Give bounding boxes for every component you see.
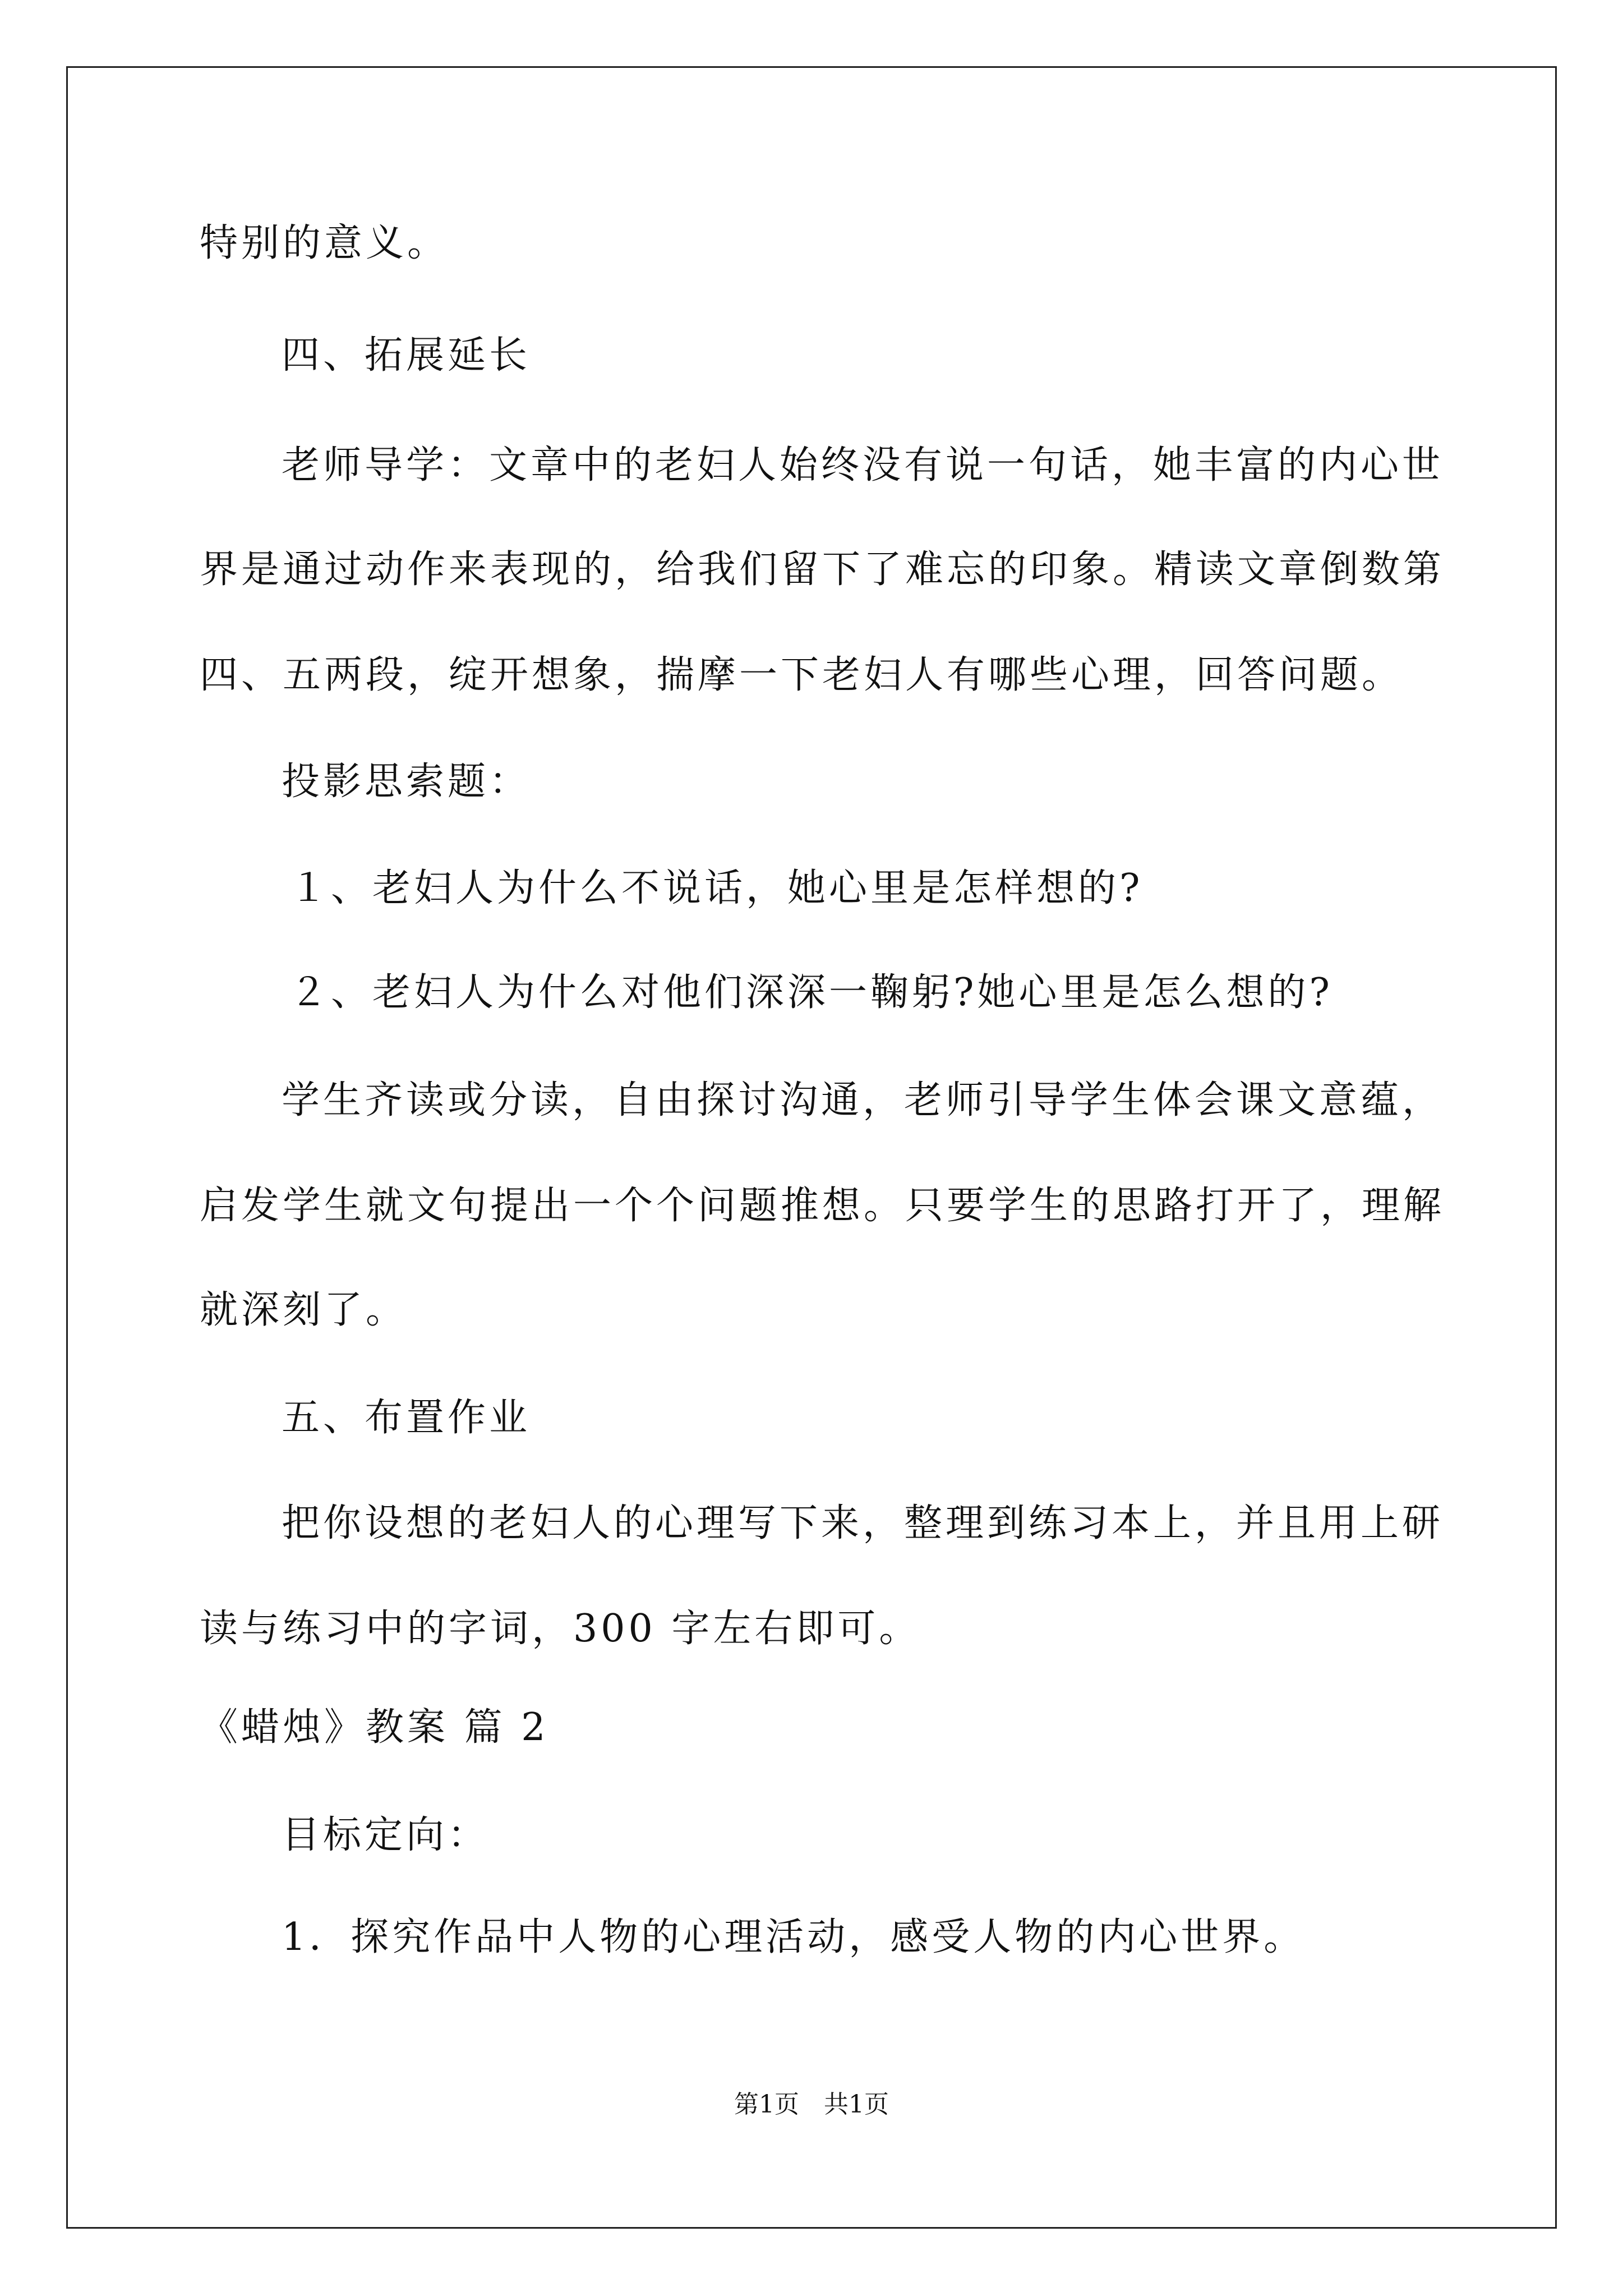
paragraph-line: 就深刻了。 — [200, 1288, 408, 1332]
paragraph-line: 学生齐读或分读，自由探讨沟通，老师引导学生体会课文意蕴， — [282, 1078, 1444, 1122]
lesson-title: 《蜡烛》教案 篇 2 — [200, 1705, 549, 1750]
question-line: １、老妇人为什么不说话，她心里是怎样想的? — [289, 866, 1144, 910]
paragraph-line: 读与练习中的字词，300 字左右即可。 — [200, 1607, 921, 1651]
paragraph-line: 投影思索题： — [282, 760, 531, 804]
paragraph-line: 启发学生就文句提出一个个问题推想。只要学生的思路打开了，理解 — [200, 1184, 1445, 1228]
paragraph-line: 目标定向： — [282, 1813, 490, 1857]
question-line: ２、老妇人为什么对他们深深一鞠躬?她心里是怎么想的? — [289, 970, 1333, 1015]
section-heading: 四、拓展延长 — [282, 333, 531, 378]
paragraph-line: 四、五两段，绽开想象，揣摩一下老妇人有哪些心理，回答问题。 — [200, 653, 1404, 697]
page-footer: 第1页 共1页 — [734, 2090, 889, 2119]
paragraph-line: 老师导学：文章中的老妇人始终没有说一句话，她丰富的内心世 — [282, 443, 1444, 487]
paragraph-line: 把你设想的老妇人的心理写下来，整理到练习本上，并且用上研 — [282, 1501, 1444, 1545]
section-heading: 五、布置作业 — [282, 1396, 531, 1440]
page-border — [66, 66, 1557, 2229]
paragraph-line: 界是通过动作来表现的，给我们留下了难忘的印象。精读文章倒数第 — [200, 547, 1445, 592]
paragraph-line: 1．探究作品中人物的心理活动，感受人物的内心世界。 — [282, 1915, 1306, 1959]
text-line: 特别的意义。 — [200, 221, 449, 265]
